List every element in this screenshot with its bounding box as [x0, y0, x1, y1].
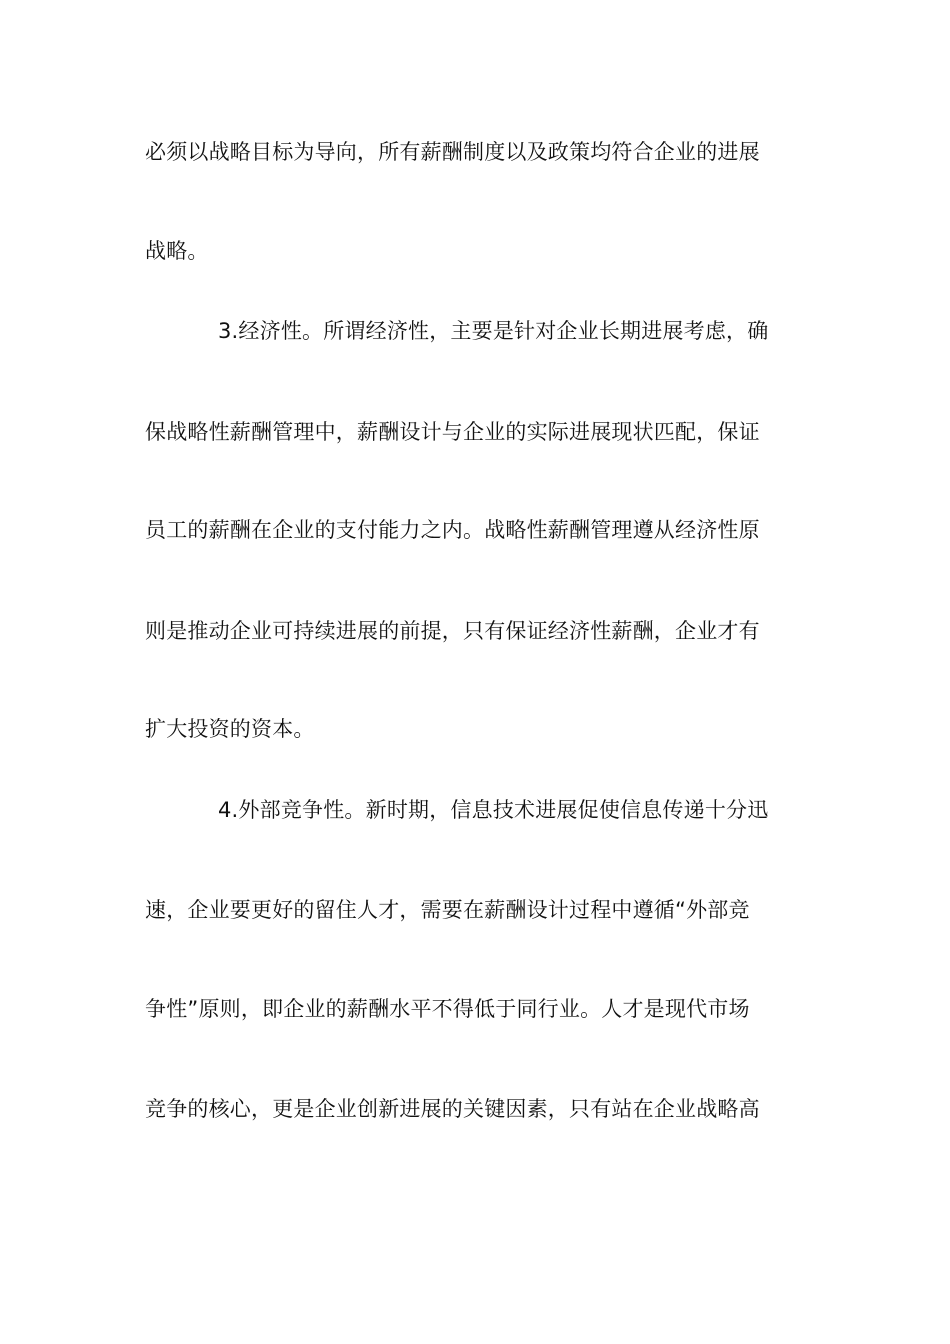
- paragraph-line: 战略。: [145, 239, 209, 263]
- paragraph-line: 速，企业要更好的留住人才，需要在薪酬设计过程中遵循“外部竞: [145, 898, 750, 922]
- paragraph-line: 保战略性薪酬管理中，薪酬设计与企业的实际进展现状匹配，保证: [145, 420, 760, 444]
- paragraph-line: 争性”原则，即企业的薪酬水平不得低于同行业。人才是现代市场: [145, 997, 750, 1021]
- paragraph-line-section-4-heading: 4.外部竞争性。新时期，信息技术进展促使信息传递十分迅: [218, 798, 769, 822]
- paragraph-line: 员工的薪酬在企业的支付能力之内。战略性薪酬管理遵从经济性原: [145, 518, 760, 542]
- paragraph-line: 竞争的核心，更是企业创新进展的关键因素，只有站在企业战略高: [145, 1097, 760, 1121]
- paragraph-line: 扩大投资的资本。: [145, 717, 315, 741]
- paragraph-line: 则是推动企业可持续进展的前提，只有保证经济性薪酬，企业才有: [145, 619, 760, 643]
- paragraph-line-section-3-heading: 3.经济性。所谓经济性，主要是针对企业长期进展考虑，确: [218, 319, 769, 343]
- paragraph-line: 必须以战略目标为导向，所有薪酬制度以及政策均符合企业的进展: [145, 140, 760, 164]
